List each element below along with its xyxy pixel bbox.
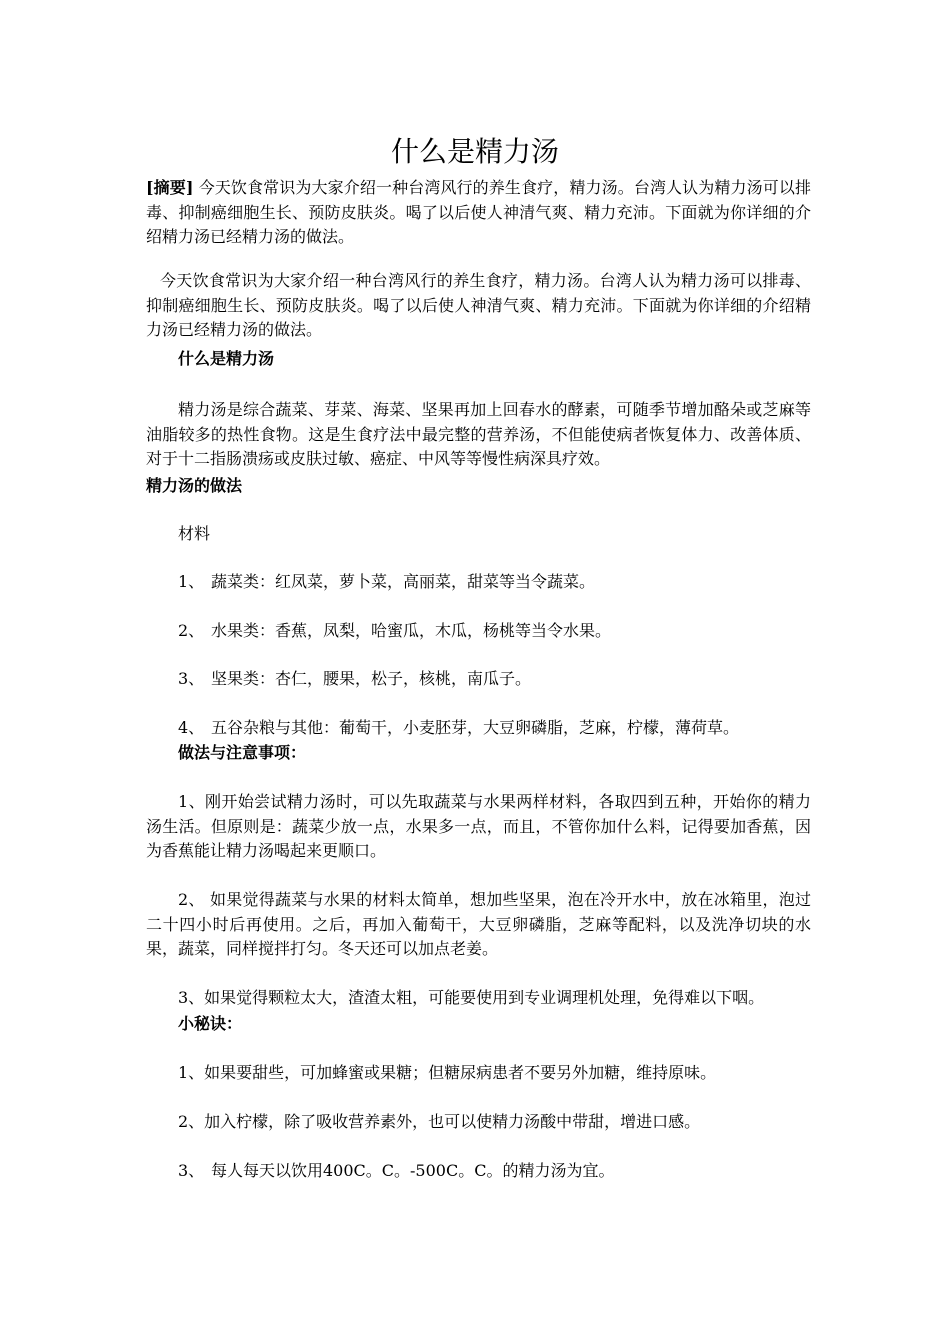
abstract-text: 今天饮食常识为大家介绍一种台湾风行的养生食疗，精力汤。台湾人认为精力汤可以排毒、抑制癌细胞生长、预防皮肤炎。喝了以后使人神清气爽、精力充沛。下面就为你详细的介绍精力汤已经精力汤的做法。 bbox=[146, 178, 811, 246]
tip-2: 2、加入柠檬，除了吸收营养素外，也可以使精力汤酸中带甜，增进口感。 bbox=[178, 1112, 701, 1131]
intro-paragraph: 今天饮食常识为大家介绍一种台湾风行的养生食疗，精力汤。台湾人认为精力汤可以排毒、抑制癌细胞生长、预防皮肤炎。喝了以后使人神清气爽、精力充沛。下面就为你详细的介绍精力汤已经精力汤的做法。 bbox=[146, 271, 811, 339]
heading-tips: 小秘诀： bbox=[178, 1014, 243, 1033]
tip-1: 1、如果要甜些，可加蜂蜜或果糖；但糖尿病患者不要另外加糖，维持原味。 bbox=[178, 1063, 717, 1082]
material-number: 2、 bbox=[178, 621, 205, 640]
heading-method: 精力汤的做法 bbox=[146, 476, 243, 495]
material-text: 蔬菜类：红凤菜，萝卜菜，高丽菜，甜菜等当令蔬菜。 bbox=[211, 572, 596, 591]
heading-what: 什么是精力汤 bbox=[178, 349, 275, 368]
tip-number: 3、 bbox=[178, 1161, 205, 1180]
abstract-paragraph bbox=[146, 176, 811, 250]
material-item-2 bbox=[178, 619, 843, 643]
materials-label: 材料 bbox=[178, 524, 211, 543]
note-paragraph-3: 3、如果觉得颗粒太大，渣渣太粗，可能要使用到专业调理机处理，免得难以下咽。 bbox=[178, 988, 765, 1007]
what-paragraph: 精力汤是综合蔬菜、芽菜、海菜、坚果再加上回春水的酵素，可随季节增加酪朵或芝麻等油脂较多的热性食物。这是生食疗法中最完整的营养汤，不但能使病者恢复体力、改善体质、对于十二指肠溃疡或皮肤过敏、癌症、中风等等慢性病深具疗效。 bbox=[146, 400, 811, 468]
material-text: 水果类：香蕉，凤梨，哈蜜瓜，木瓜，杨桃等当令水果。 bbox=[211, 621, 612, 640]
material-number: 3、 bbox=[178, 669, 205, 688]
material-item-3 bbox=[178, 667, 843, 691]
material-text: 五谷杂粮与其他：葡萄干，小麦胚芽，大豆卵磷脂，芝麻，柠檬，薄荷草。 bbox=[211, 718, 740, 737]
abstract-label: [摘要] bbox=[146, 178, 194, 197]
heading-notes: 做法与注意事项： bbox=[178, 743, 307, 762]
page-title: 什么是精力汤 bbox=[390, 135, 559, 168]
tip-text: 每人每天以饮用400C。C。-500C。C。的精力汤为宜。 bbox=[211, 1161, 615, 1180]
material-item-4 bbox=[178, 716, 843, 740]
note-paragraph-1: 1、刚开始尝试精力汤时，可以先取蔬菜与水果两样材料，各取四到五种，开始你的精力汤生活。但原则是：蔬菜少放一点，水果多一点，而且，不管你加什么料，记得要加香蕉，因为香蕉能让精力汤喝起来更顺口。 bbox=[146, 792, 811, 860]
note-paragraph-2: 2、 如果觉得蔬菜与水果的材料太简单，想加些坚果，泡在冷开水中，放在冰箱里，泡过二十四小时后再使用。之后，再加入葡萄干，大豆卵磷脂，芝麻等配料，以及洗净切块的水果，蔬菜，同样搅拌打匀。冬天还可以加点老姜。 bbox=[146, 890, 811, 958]
tip-3 bbox=[178, 1159, 843, 1183]
material-item-1 bbox=[178, 570, 843, 594]
material-text: 坚果类：杏仁，腰果，松子，核桃，南瓜子。 bbox=[211, 669, 532, 688]
material-number: 4、 bbox=[178, 718, 205, 737]
material-number: 1、 bbox=[178, 572, 205, 591]
